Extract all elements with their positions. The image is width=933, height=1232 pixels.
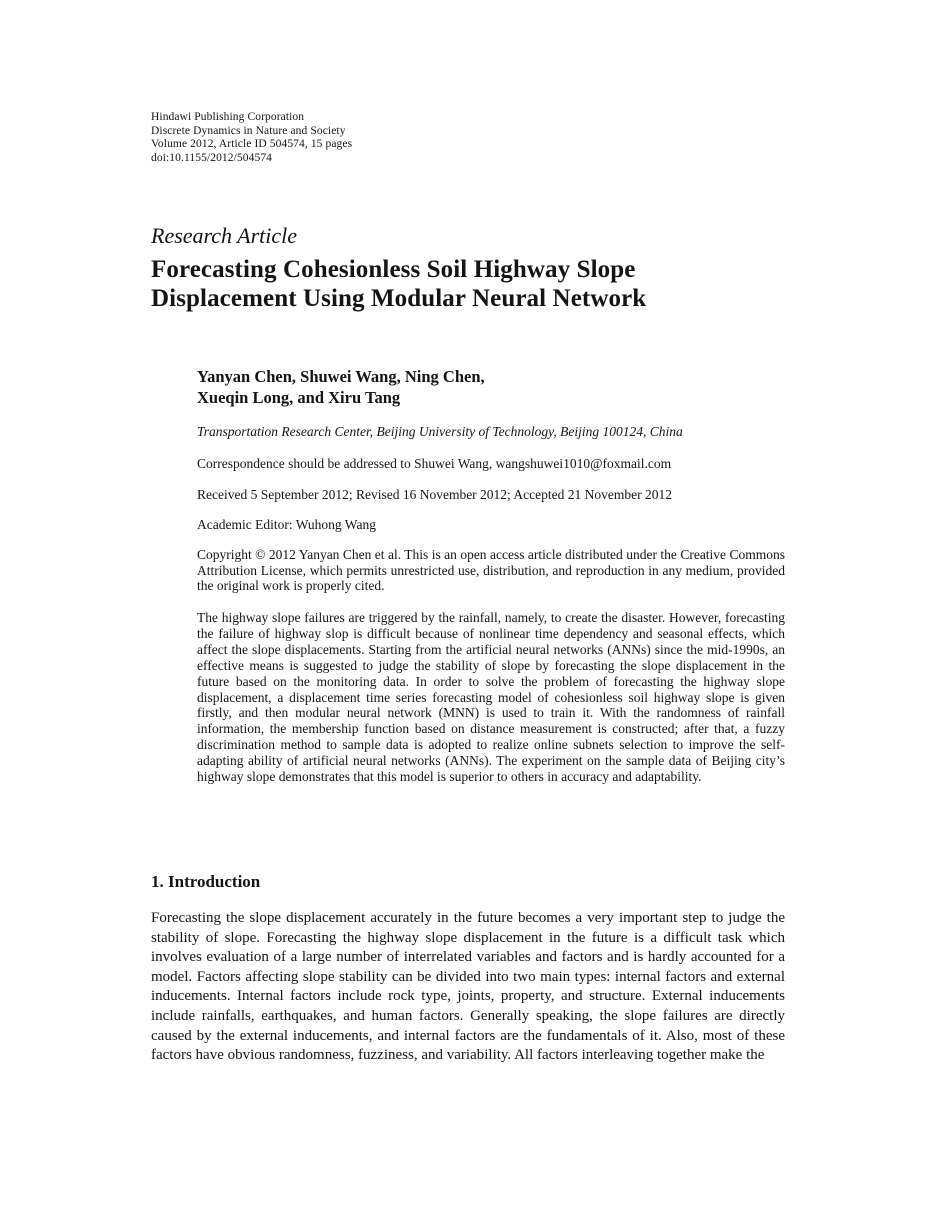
volume-info: Volume 2012, Article ID 504574, 15 pages [151, 138, 353, 151]
affiliation: Transportation Research Center, Beijing University of Technology, Beijing 100124, China [197, 424, 683, 439]
copyright-notice: Copyright © 2012 Yanyan Chen et al. This is an open access article distributed under the Creative Commons Attribution License, which permits unrestricted use, distribution, and reproduction in any medium, provided the original work is properly cited. [197, 547, 785, 594]
authors [197, 367, 485, 408]
journal-header [151, 111, 352, 165]
publisher-name: Hindawi Publishing Corporation [151, 111, 305, 123]
section-heading-introduction: 1. Introduction [151, 872, 261, 891]
abstract-text: The highway slope failures are triggered by the rainfall, namely, to create the disaster. However, forecasting the failure of highway slop is difficult because of nonlinear time dependency and seasonal effects, which affect the slope displacements. Starting from the artificial neural networks (ANNs) since the mid-1990s, an effective means is suggested to judge the stability of slope by forecasting the slope displacement in the future based on the monitoring data. In order to solve the problem of forecasting the highway slope displacement, a displacement time series forecasting model of cohesionless soil highway slope is given firstly, and then modular neural network (MNN) is used to train it. With the randomness of rainfall information, the membership function based on distance measurement is constructed; after that, a fuzzy discrimination method to sample data is adopted to realize online subnets selection to improve the self-adapting ability of artificial neural networks (ANNs). The experiment on the sample data of Beijing city’s highway slope demonstrates that this model is superior to others in accuracy and adaptability. [197, 610, 785, 785]
article-history: Received 5 September 2012; Revised 16 November 2012; Accepted 21 November 2012 [197, 487, 673, 502]
article-title-line1: Forecasting Cohesionless Soil Highway Slope [151, 256, 636, 283]
correspondence-line: Correspondence should be addressed to Shuwei Wang, wangshuwei1010@foxmail.com [197, 456, 672, 471]
authors-line1: Yanyan Chen, Shuwei Wang, Ning Chen, [197, 367, 485, 386]
article-type-label: Research Article [151, 223, 298, 248]
journal-name: Discrete Dynamics in Nature and Society [151, 124, 346, 137]
authors-line2: Xueqin Long, and Xiru Tang [197, 387, 401, 407]
article-title-line2: Displacement Using Modular Neural Network [151, 284, 647, 312]
article-title [151, 256, 646, 313]
doi: doi:10.1155/2012/504574 [151, 151, 273, 164]
academic-editor: Academic Editor: Wuhong Wang [197, 517, 376, 532]
introduction-paragraph: Forecasting the slope displacement accurately in the future becomes a very important step to judge the stability of slope. Forecasting the highway slope displacement in the future is a difficult task which involves evaluation of a large number of interrelated variables and factors and is hardly accounted for a model. Factors affecting slope stability can be divided into two main types: internal factors and external inducements. Internal factors include rock type, joints, property, and structure. External inducements include rainfalls, earthquakes, and human factors. Generally speaking, the slope failures are directly caused by the external inducements, and internal factors are the fundamentals of it. Also, most of these factors have obvious randomness, fuzziness, and variability. All factors interleaving together make the [151, 910, 785, 1064]
